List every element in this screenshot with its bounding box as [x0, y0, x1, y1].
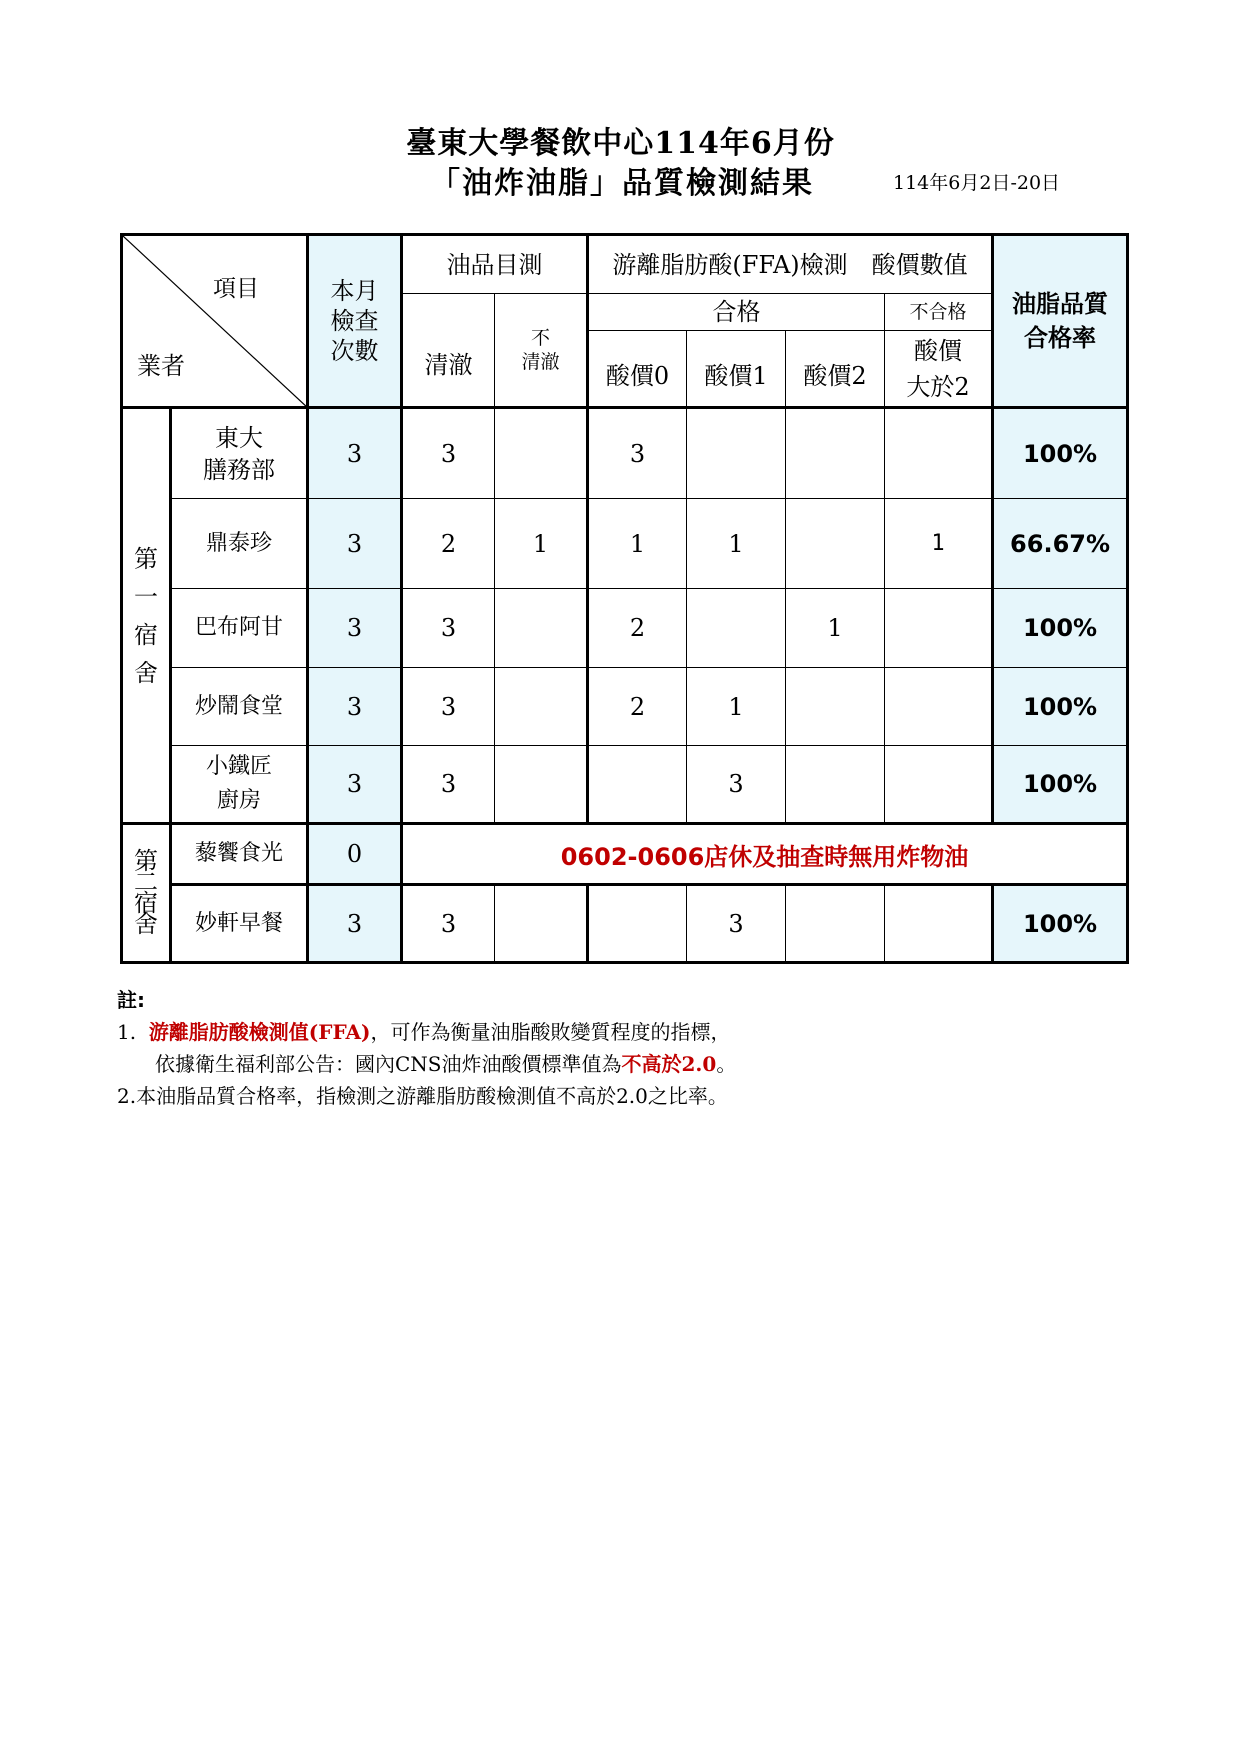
acid0-cell: 3: [588, 408, 687, 499]
acid1-cell: 1: [687, 499, 786, 589]
acid2-cell: [786, 746, 885, 824]
page-title: 臺東大學餐飲中心114年6月份: [406, 126, 835, 161]
closure-note: 0602-0606店休及抽查時無用炸物油: [402, 824, 1128, 885]
acid0-cell: [588, 885, 687, 963]
acid-gt2-cell: 1: [885, 499, 993, 589]
vendor-name: 東大 膳務部: [171, 408, 308, 499]
acid0-cell: 1: [588, 499, 687, 589]
note-1-continued: 依據衛生福利部公告：國內CNS油炸油酸價標準值為不高於2.0。: [155, 1052, 737, 1076]
acid2-cell: [786, 499, 885, 589]
not-clear-cell: [495, 668, 588, 746]
diagonal-line: [123, 236, 309, 409]
acid0-header: 酸價0: [588, 331, 687, 408]
rate-cell: 100%: [993, 408, 1128, 499]
not-clear-cell: [495, 885, 588, 963]
acid2-cell: [786, 885, 885, 963]
acid-gt2-header: 酸價 大於2: [885, 331, 993, 408]
rate-cell: 100%: [993, 885, 1128, 963]
vendor-name: 妙軒早餐: [171, 885, 308, 963]
acid0-cell: [588, 746, 687, 824]
rate-cell: 100%: [993, 589, 1128, 668]
not-clear-header: 不 清澈: [495, 294, 588, 408]
acid1-cell: [687, 408, 786, 499]
acid2-header: 酸價2: [786, 331, 885, 408]
not-clear-cell: [495, 746, 588, 824]
acid-gt2-cell: [885, 408, 993, 499]
clear-header: 清澈: [402, 294, 495, 408]
acid-gt2-cell: [885, 746, 993, 824]
not-clear-cell: 1: [495, 499, 588, 589]
not-clear-cell: [495, 589, 588, 668]
date-range: 114年6月2日-20日: [893, 172, 1061, 194]
item-header: 項目: [213, 276, 259, 302]
clear-cell: 2: [402, 499, 495, 589]
vendor-name: 炒鬧食堂: [171, 668, 308, 746]
clear-cell: 3: [402, 746, 495, 824]
acid-gt2-cell: [885, 668, 993, 746]
note-1: 1. 游離脂肪酸檢測值(FFA)，可作為衡量油脂酸敗變質程度的指標，: [117, 1020, 731, 1044]
vendor-header: 業者: [137, 352, 185, 380]
results-table: [120, 233, 1129, 964]
vendor-name: 小鐵匠 廚房: [171, 746, 308, 824]
count-cell: 3: [308, 746, 402, 824]
acid2-cell: [786, 408, 885, 499]
inspection-count-header: 本月 檢查 次數: [308, 235, 402, 408]
fail-header: 不合格: [885, 294, 993, 331]
clear-cell: 3: [402, 885, 495, 963]
acid1-cell: 1: [687, 668, 786, 746]
acid2-cell: 1: [786, 589, 885, 668]
ffa-header: 游離脂肪酸(FFA)檢測 酸價數值: [588, 235, 993, 294]
page-subtitle: 「油炸油脂」品質檢測結果: [430, 166, 814, 201]
count-cell: 3: [308, 408, 402, 499]
acid1-cell: 3: [687, 746, 786, 824]
rate-cell: 66.67%: [993, 499, 1128, 589]
notes-heading: 註:: [117, 988, 145, 1012]
count-cell: 3: [308, 499, 402, 589]
corner-header-cell: [122, 235, 308, 408]
acid0-cell: 2: [588, 589, 687, 668]
vendor-name: 巴布阿甘: [171, 589, 308, 668]
acid-gt2-cell: [885, 589, 993, 668]
acid0-cell: 2: [588, 668, 687, 746]
count-cell: 0: [308, 824, 402, 885]
notes-section: [117, 984, 736, 1112]
acid-gt2-cell: [885, 885, 993, 963]
count-cell: 3: [308, 589, 402, 668]
rate-cell: 100%: [993, 746, 1128, 824]
clear-cell: 3: [402, 589, 495, 668]
not-clear-cell: [495, 408, 588, 499]
acid1-cell: [687, 589, 786, 668]
vendor-name: 鼎泰珍: [171, 499, 308, 589]
rate-cell: 100%: [993, 668, 1128, 746]
vendor-name: 藜饗食光: [171, 824, 308, 885]
acid1-header: 酸價1: [687, 331, 786, 408]
pass-header: 合格: [588, 294, 885, 331]
visual-header: 油品目測: [402, 235, 588, 294]
acid1-cell: 3: [687, 885, 786, 963]
note-2: 2.本油脂品質合格率，指檢測之游離脂肪酸檢測值不高於2.0之比率。: [117, 1084, 728, 1108]
dorm2-label: 第 二 宿 舍: [122, 824, 171, 963]
count-cell: 3: [308, 668, 402, 746]
clear-cell: 3: [402, 408, 495, 499]
acid2-cell: [786, 668, 885, 746]
rate-header: 油脂品質 合格率: [993, 235, 1128, 408]
count-cell: 3: [308, 885, 402, 963]
clear-cell: 3: [402, 668, 495, 746]
dorm1-label: 第 一 宿 舍: [122, 408, 171, 824]
